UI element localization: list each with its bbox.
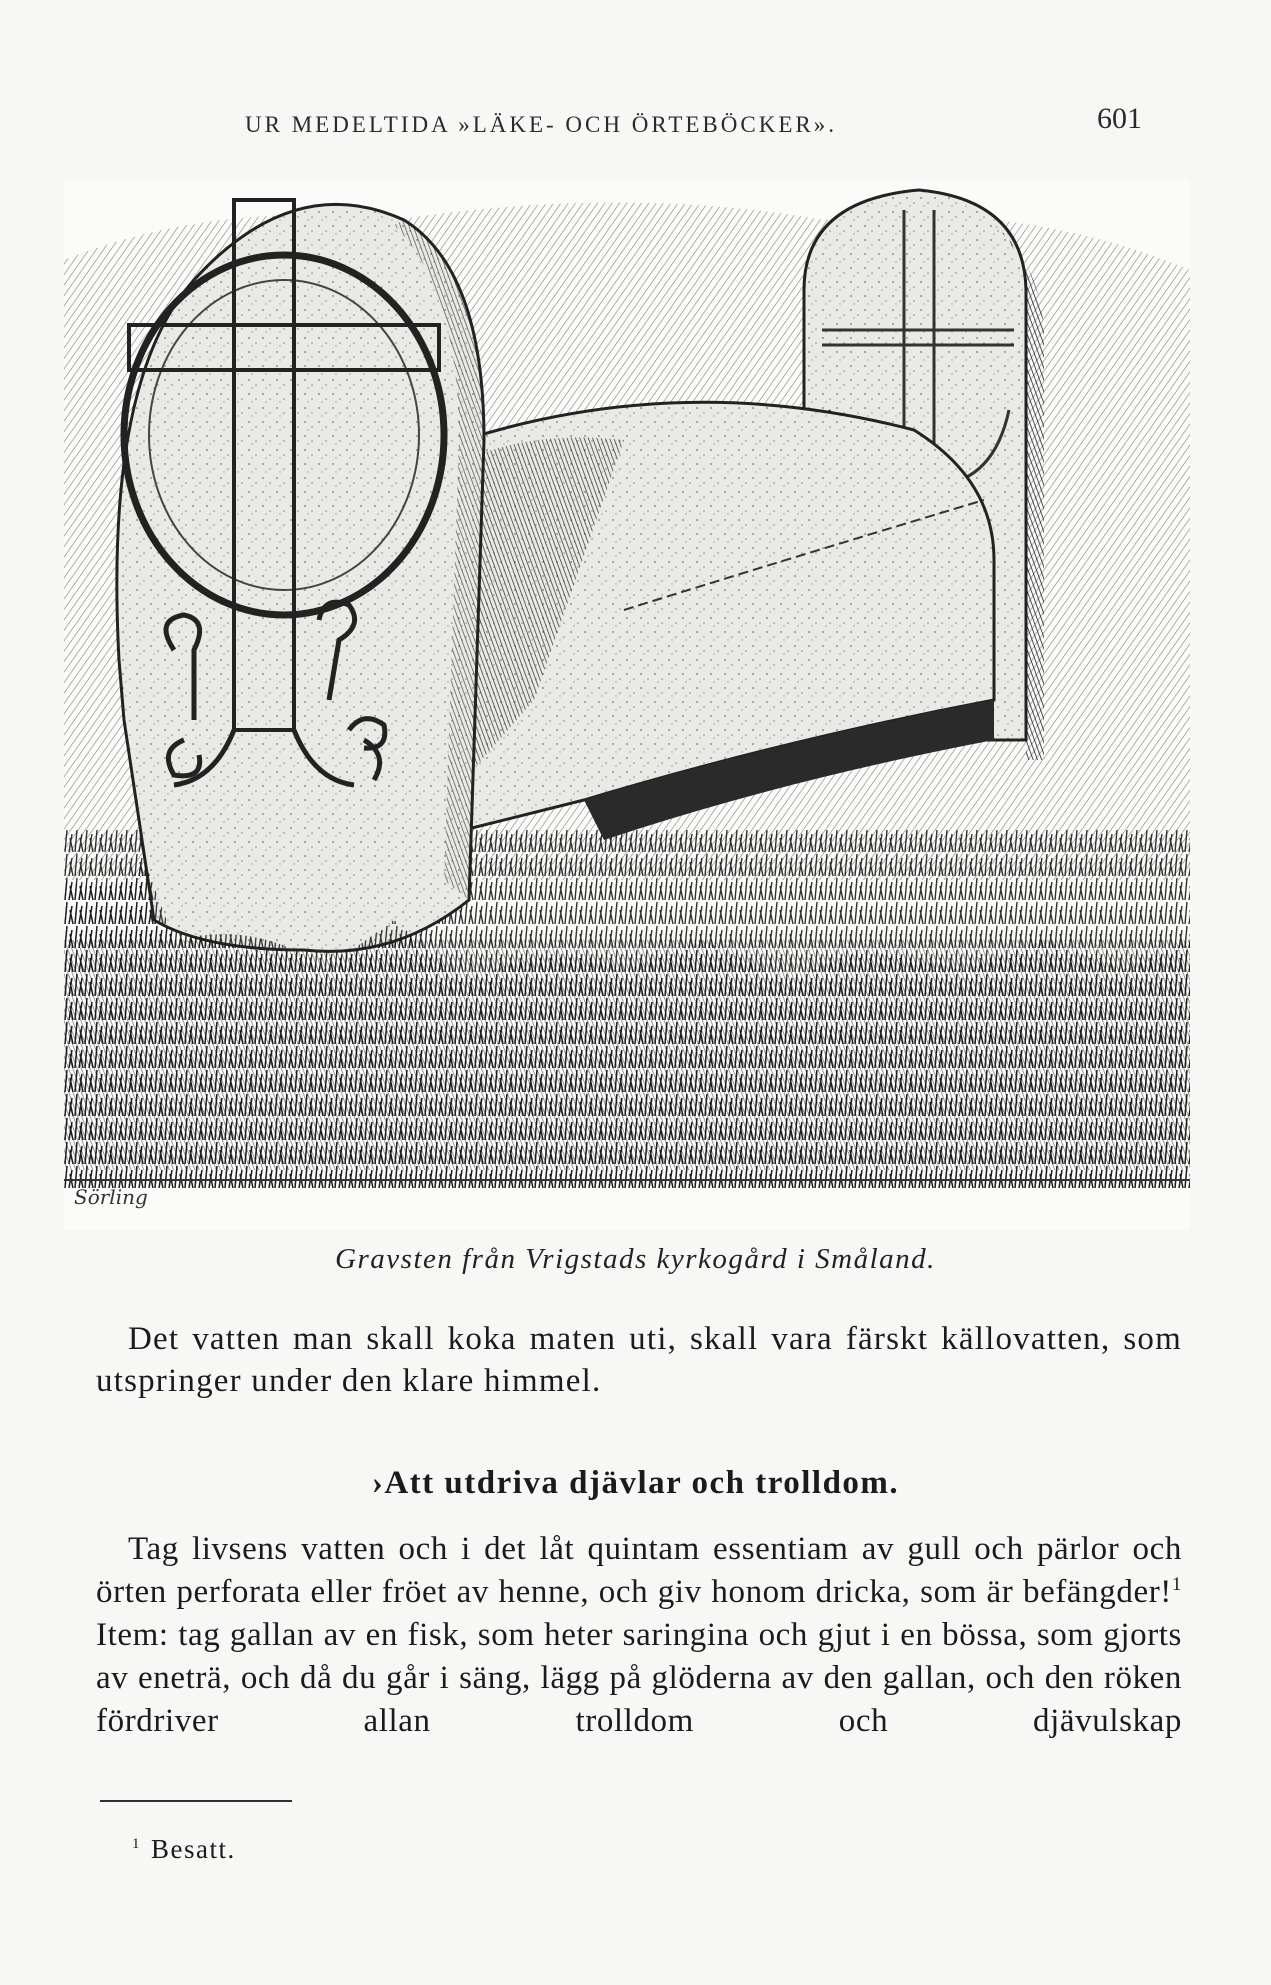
footnote: [132, 1834, 236, 1865]
paragraph-2-text-b: Item: tag gallan av en fisk, som heter saringina och gjut i en bössa, som gjorts av eneträ, och då du går i säng, lägg på glöderna av den gallan, och den röken fördriver allan trolldom och djävulskap: [96, 1617, 1182, 1739]
paragraph-1-text: Det vatten man skall koka maten uti, skall vara färskt källovatten, som utspringer under den klare himmel.: [96, 1321, 1182, 1399]
paragraph-1: [96, 1318, 1182, 1402]
footnote-divider: [100, 1800, 292, 1802]
left-headstone: [117, 200, 484, 951]
figure-caption: Gravsten från Vrigstads kyrkogård i Småland.: [335, 1243, 936, 1275]
footnote-marker: 1: [132, 1836, 141, 1852]
gravestone-illustration: [64, 180, 1190, 1230]
footnote-text: Besatt.: [151, 1834, 236, 1864]
paragraph-2: [96, 1528, 1182, 1743]
footnote-reference: 1: [1171, 1574, 1182, 1595]
running-title: UR MEDELTIDA »LÄKE- OCH ÖRTEBÖCKER».: [245, 112, 837, 137]
illustrator-signature: Sörling: [74, 1185, 148, 1209]
page-header: [0, 96, 1271, 146]
section-heading: ›Att utdriva djävlar och trolldom.: [371, 1465, 900, 1501]
page-number: 601: [1097, 102, 1142, 135]
paragraph-2-text-a: Tag livsens vatten och i det låt quintam essentiam av gull och pärlor och örten perforata eller fröet av henne, och giv honom dricka, som är befängder!: [96, 1531, 1182, 1610]
